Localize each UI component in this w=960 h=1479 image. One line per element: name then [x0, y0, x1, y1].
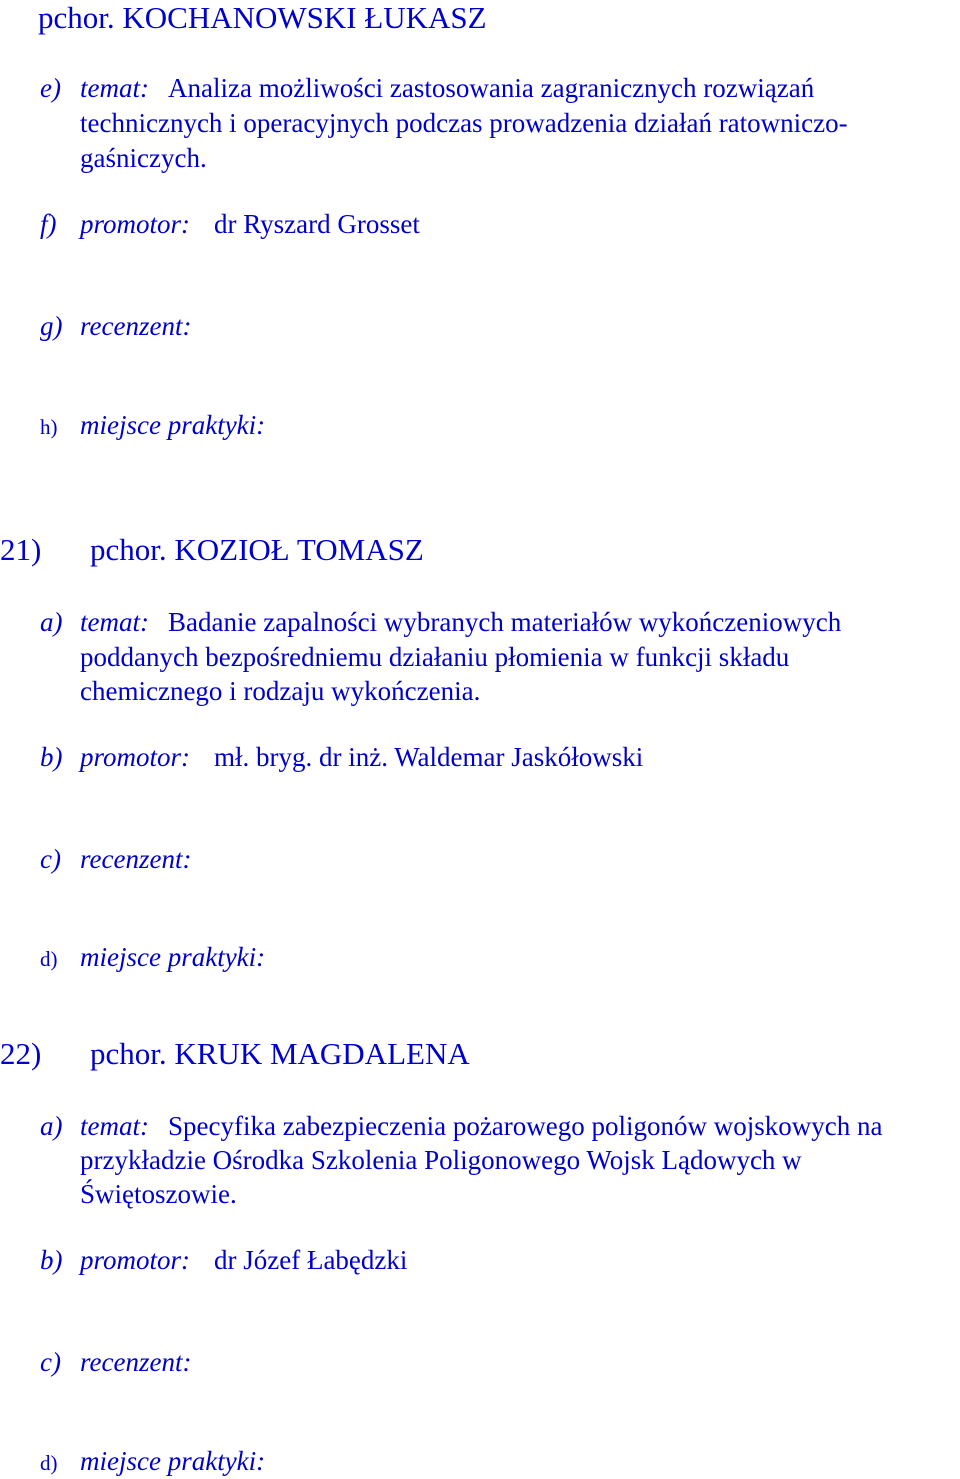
promotor-label: promotor: — [80, 1245, 191, 1275]
topic-row — [40, 75, 61, 102]
promotor-value: dr Józef Łabędzki — [214, 1245, 408, 1275]
item-marker: e) — [40, 73, 61, 103]
topic-text-line-2: technicznych i operacyjnych podczas prowadzenia działań ratowniczo- — [80, 108, 848, 138]
topic-text-line-3: Świętoszowie. — [80, 1179, 237, 1209]
reviewer-label: recenzent: — [80, 1347, 192, 1377]
topic-text-line-1: Badanie zapalności wybranych materiałów wykończeniowych — [168, 607, 842, 637]
student-name: pchor. KRUK MAGDALENA — [90, 1036, 470, 1071]
entry-number: 22) — [0, 1036, 42, 1071]
entry-number: 21) — [0, 532, 42, 567]
item-marker: g) — [40, 311, 63, 341]
item-marker: d) — [40, 947, 58, 971]
student-name: pchor. KOCHANOWSKI ŁUKASZ — [38, 0, 487, 35]
item-marker: f) — [40, 209, 57, 239]
promotor-value: dr Ryszard Grosset — [214, 209, 420, 239]
topic-text-line-1: Specyfika zabezpieczenia pożarowego poligonów wojskowych na — [168, 1111, 883, 1141]
topic-text-line-2: przykładzie Ośrodka Szkolenia Poligonowego Wojsk Lądowych w — [80, 1145, 802, 1175]
topic-text-line-1: Analiza możliwości zastosowania zagranicznych rozwiązań — [168, 73, 815, 103]
internship-label: miejsce praktyki: — [80, 1446, 266, 1476]
item-marker: a) — [40, 1111, 63, 1141]
item-marker: c) — [40, 1347, 61, 1377]
promotor-value: mł. bryg. dr inż. Waldemar Jaskółowski — [214, 742, 644, 772]
topic-text-line-3: chemicznego i rodzaju wykończenia. — [80, 676, 481, 706]
promotor-label: promotor: — [80, 742, 191, 772]
topic-label: temat: — [80, 607, 149, 637]
promotor-label: promotor: — [80, 209, 191, 239]
internship-label: miejsce praktyki: — [80, 410, 266, 440]
internship-label: miejsce praktyki: — [80, 942, 266, 972]
topic-label: temat: — [80, 1111, 149, 1141]
item-marker: b) — [40, 742, 63, 772]
item-marker: b) — [40, 1245, 63, 1275]
reviewer-label: recenzent: — [80, 311, 192, 341]
reviewer-label: recenzent: — [80, 844, 192, 874]
topic-text-line-2: poddanych bezpośredniemu działaniu płomienia w funkcji składu — [80, 642, 790, 672]
topic-text-line-3: gaśniczych. — [80, 143, 207, 173]
topic-label: temat: — [80, 73, 149, 103]
item-marker: d) — [40, 1451, 58, 1475]
student-name: pchor. KOZIOŁ TOMASZ — [90, 532, 424, 567]
item-marker: a) — [40, 607, 63, 637]
item-marker: h) — [40, 415, 58, 439]
item-marker: c) — [40, 844, 61, 874]
